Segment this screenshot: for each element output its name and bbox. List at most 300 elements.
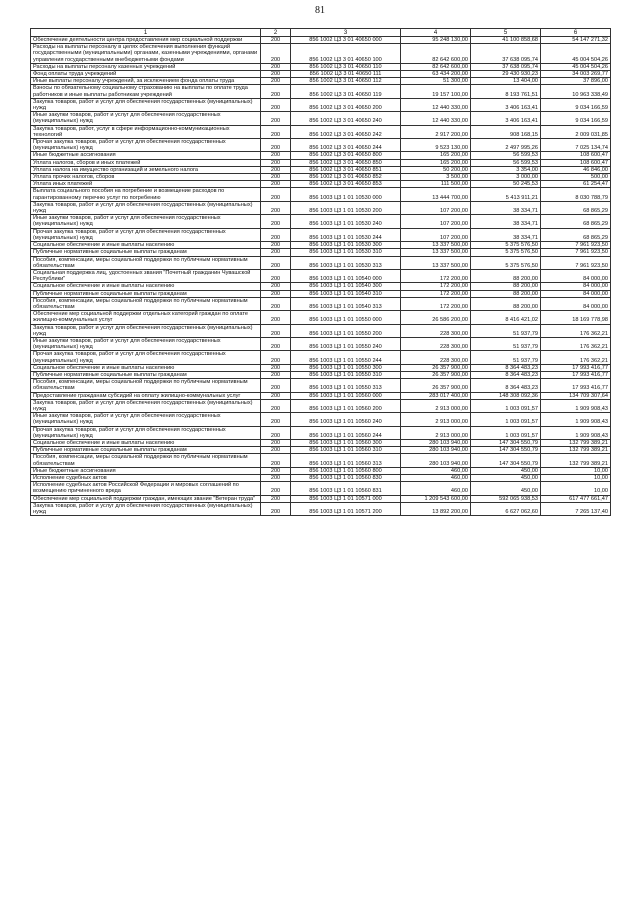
row-approved-amount-cell: 165 200,00: [401, 159, 471, 166]
row-executed-amount-cell: 50 245,53: [471, 181, 541, 188]
row-executed-amount-cell: 450,00: [471, 482, 541, 495]
row-executed-amount-cell: 5 375 576,50: [471, 256, 541, 269]
row-name-cell: Иные закупки товаров, работ и услуг для обеспечения государственных (муниципальных) нужд: [31, 215, 261, 228]
row-line-code-cell: 200: [261, 392, 291, 399]
row-unexecuted-amount-cell: 132 799 389,21: [541, 454, 611, 467]
row-executed-amount-cell: 38 334,71: [471, 228, 541, 241]
row-executed-amount-cell: 38 334,71: [471, 215, 541, 228]
row-line-code-cell: 200: [261, 269, 291, 282]
table-row: [31, 37, 611, 44]
row-budget-code-cell: 856 1003 Ц3 1 01 10550 244: [291, 351, 401, 364]
row-line-code-cell: 200: [261, 447, 291, 454]
table-row: [31, 78, 611, 85]
row-line-code-cell: 200: [261, 139, 291, 152]
row-executed-amount-cell: 8 364 483,23: [471, 379, 541, 392]
row-unexecuted-amount-cell: 10 963 338,49: [541, 85, 611, 98]
row-unexecuted-amount-cell: 7 961 923,50: [541, 249, 611, 256]
row-budget-code-cell: 856 1003 Ц3 1 01 10530 200: [291, 201, 401, 214]
row-budget-code-cell: 856 1002 Ц3 3 01 40650 852: [291, 174, 401, 181]
row-budget-code-cell: 856 1003 Ц3 1 01 10560 830: [291, 475, 401, 482]
row-executed-amount-cell: 8 416 421,02: [471, 311, 541, 324]
row-name-cell: Публичные нормативные социальные выплаты гражданам: [31, 249, 261, 256]
row-executed-amount-cell: 148 308 092,36: [471, 392, 541, 399]
row-name-cell: Иные закупки товаров, работ и услуг для обеспечения государственных (муниципальных) нужд: [31, 413, 261, 426]
table-row: [31, 364, 611, 371]
row-name-cell: Социальное обеспечение и иные выплаты населению: [31, 439, 261, 446]
row-executed-amount-cell: 41 100 858,68: [471, 37, 541, 44]
row-name-cell: Закупка товаров, работ и услуг для обеспечения государственных (муниципальных) нужд: [31, 324, 261, 337]
row-executed-amount-cell: 37 638 095,74: [471, 44, 541, 64]
row-line-code-cell: 200: [261, 78, 291, 85]
row-budget-code-cell: 856 1003 Ц3 1 01 10550 240: [291, 337, 401, 350]
row-budget-code-cell: 856 1003 Ц3 1 01 10530 300: [291, 242, 401, 249]
row-unexecuted-amount-cell: 132 799 389,21: [541, 447, 611, 454]
row-budget-code-cell: 856 1003 Ц3 1 01 10530 313: [291, 256, 401, 269]
row-executed-amount-cell: 908 168,15: [471, 125, 541, 138]
row-line-code-cell: 200: [261, 85, 291, 98]
row-approved-amount-cell: 19 157 100,00: [401, 85, 471, 98]
table-row: [31, 399, 611, 412]
row-name-cell: Уплата налога на имущество организаций и земельного налога: [31, 166, 261, 173]
row-line-code-cell: 200: [261, 379, 291, 392]
row-name-cell: Иные выплаты персоналу учреждений, за исключением фонда оплаты труда: [31, 78, 261, 85]
row-unexecuted-amount-cell: 176 362,21: [541, 351, 611, 364]
row-line-code-cell: 200: [261, 228, 291, 241]
row-line-code-cell: 200: [261, 502, 291, 515]
row-approved-amount-cell: 172 200,00: [401, 297, 471, 310]
row-name-cell: Прочая закупка товаров, работ и услуг для обеспечения государственных (муниципальных) нужд: [31, 426, 261, 439]
row-approved-amount-cell: 2 917 200,00: [401, 125, 471, 138]
row-line-code-cell: 200: [261, 297, 291, 310]
table-row: [31, 297, 611, 310]
row-approved-amount-cell: 9 523 130,00: [401, 139, 471, 152]
row-budget-code-cell: 856 1002 Ц3 3 01 40650 200: [291, 98, 401, 111]
row-budget-code-cell: 856 1002 Ц3 3 01 40650 110: [291, 63, 401, 70]
row-approved-amount-cell: 51 300,00: [401, 78, 471, 85]
column-header: 6: [541, 29, 611, 37]
row-unexecuted-amount-cell: 68 865,29: [541, 228, 611, 241]
row-executed-amount-cell: 3 354,00: [471, 166, 541, 173]
row-approved-amount-cell: 95 248 130,00: [401, 37, 471, 44]
row-executed-amount-cell: 8 364 483,23: [471, 371, 541, 378]
row-line-code-cell: 200: [261, 283, 291, 290]
page-number: 81: [315, 5, 325, 16]
row-name-cell: Публичные нормативные социальные выплаты гражданам: [31, 290, 261, 297]
row-approved-amount-cell: 2 913 000,00: [401, 413, 471, 426]
row-budget-code-cell: 856 1002 Ц3 3 01 40650 119: [291, 85, 401, 98]
row-approved-amount-cell: 107 200,00: [401, 215, 471, 228]
row-line-code-cell: 200: [261, 475, 291, 482]
row-name-cell: Исполнение судебных актов: [31, 475, 261, 482]
row-unexecuted-amount-cell: 1 909 908,43: [541, 413, 611, 426]
table-row: [31, 439, 611, 446]
row-unexecuted-amount-cell: 34 003 269,77: [541, 71, 611, 78]
row-name-cell: Расходы на выплаты персоналу казенных учреждений: [31, 63, 261, 70]
row-line-code-cell: 200: [261, 125, 291, 138]
table-row: [31, 482, 611, 495]
row-name-cell: Расходы на выплаты персоналу в целях обеспечения выполнения функций государственными (муниципальными) органами, казенными учреждениями, органами управления государственными внебюджетными фондами: [31, 44, 261, 64]
row-budget-code-cell: 856 1003 Ц3 1 01 10550 310: [291, 371, 401, 378]
row-line-code-cell: 200: [261, 426, 291, 439]
row-name-cell: Исполнение судебных актов Российской Федерации и мировых соглашений по возмещению причиненного вреда: [31, 482, 261, 495]
row-unexecuted-amount-cell: 132 799 389,21: [541, 439, 611, 446]
table-row: [31, 174, 611, 181]
table-row: [31, 125, 611, 138]
row-unexecuted-amount-cell: 500,00: [541, 174, 611, 181]
row-executed-amount-cell: 56 599,53: [471, 152, 541, 159]
table-row: [31, 290, 611, 297]
row-approved-amount-cell: 228 300,00: [401, 351, 471, 364]
table-row: [31, 256, 611, 269]
row-executed-amount-cell: 1 003 091,57: [471, 413, 541, 426]
table-row: [31, 467, 611, 474]
row-unexecuted-amount-cell: 7 025 134,74: [541, 139, 611, 152]
row-line-code-cell: 200: [261, 215, 291, 228]
row-budget-code-cell: 856 1003 Ц3 1 01 10530 240: [291, 215, 401, 228]
table-row: [31, 454, 611, 467]
row-approved-amount-cell: 283 017 400,00: [401, 392, 471, 399]
row-executed-amount-cell: 5 375 576,50: [471, 249, 541, 256]
row-approved-amount-cell: 26 586 200,00: [401, 311, 471, 324]
table-row: [31, 413, 611, 426]
row-executed-amount-cell: 38 334,71: [471, 201, 541, 214]
row-budget-code-cell: 856 1002 Ц3 3 01 40650 112: [291, 78, 401, 85]
row-budget-code-cell: 856 1002 Ц3 3 01 40650 242: [291, 125, 401, 138]
row-budget-code-cell: 856 1003 Ц3 1 01 10571 000: [291, 495, 401, 502]
row-approved-amount-cell: 3 500,00: [401, 174, 471, 181]
row-unexecuted-amount-cell: 17 993 416,77: [541, 364, 611, 371]
column-header: 3: [291, 29, 401, 37]
row-unexecuted-amount-cell: 45 004 504,26: [541, 63, 611, 70]
row-executed-amount-cell: 3 406 163,41: [471, 98, 541, 111]
row-executed-amount-cell: 147 304 550,79: [471, 439, 541, 446]
row-name-cell: Обеспечение деятельности центра предоставления мер социальной поддержки: [31, 37, 261, 44]
row-line-code-cell: 200: [261, 454, 291, 467]
row-approved-amount-cell: 12 440 330,00: [401, 112, 471, 125]
table-row: [31, 112, 611, 125]
row-line-code-cell: 200: [261, 467, 291, 474]
row-name-cell: Прочая закупка товаров, работ и услуг для обеспечения государственных (муниципальных) нужд: [31, 351, 261, 364]
table-row: [31, 181, 611, 188]
row-unexecuted-amount-cell: 18 169 778,98: [541, 311, 611, 324]
row-line-code-cell: 200: [261, 181, 291, 188]
row-name-cell: Фонд оплаты труда учреждений: [31, 71, 261, 78]
row-name-cell: Публичные нормативные социальные выплаты гражданам: [31, 447, 261, 454]
row-executed-amount-cell: 8 364 483,23: [471, 364, 541, 371]
row-name-cell: Иные бюджетные ассигнования: [31, 152, 261, 159]
row-line-code-cell: 200: [261, 337, 291, 350]
table-row: [31, 159, 611, 166]
row-budget-code-cell: 856 1003 Ц3 1 01 10530 244: [291, 228, 401, 241]
table-row: [31, 249, 611, 256]
row-approved-amount-cell: 2 913 000,00: [401, 426, 471, 439]
row-approved-amount-cell: 82 642 600,00: [401, 44, 471, 64]
row-executed-amount-cell: 88 200,00: [471, 297, 541, 310]
row-line-code-cell: 200: [261, 159, 291, 166]
table-row: [31, 447, 611, 454]
row-line-code-cell: 200: [261, 290, 291, 297]
row-executed-amount-cell: 5 413 911,21: [471, 188, 541, 201]
row-unexecuted-amount-cell: 108 600,47: [541, 152, 611, 159]
row-line-code-cell: 200: [261, 63, 291, 70]
row-approved-amount-cell: 107 200,00: [401, 201, 471, 214]
row-unexecuted-amount-cell: 176 362,21: [541, 337, 611, 350]
row-budget-code-cell: 856 1003 Ц3 1 01 10540 000: [291, 269, 401, 282]
row-name-cell: Пособия, компенсации, меры социальной поддержки по публичным нормативным обязательствам: [31, 297, 261, 310]
row-unexecuted-amount-cell: 7 265 137,40: [541, 502, 611, 515]
row-line-code-cell: 200: [261, 166, 291, 173]
row-name-cell: Обеспечение мер социальной поддержки граждан, имеющих звание "Ветеран труда": [31, 495, 261, 502]
row-approved-amount-cell: 280 103 940,00: [401, 454, 471, 467]
row-unexecuted-amount-cell: 37 896,00: [541, 78, 611, 85]
row-name-cell: Пособия, компенсации, меры социальной поддержки по публичным нормативным обязательствам: [31, 454, 261, 467]
row-name-cell: Иные бюджетные ассигнования: [31, 467, 261, 474]
table-row: [31, 85, 611, 98]
row-budget-code-cell: 856 1002 Ц3 3 01 40650 240: [291, 112, 401, 125]
row-unexecuted-amount-cell: 17 993 416,77: [541, 379, 611, 392]
row-name-cell: Взносы по обязательному социальному страхованию на выплаты по оплате труда работников и иные выплаты работникам учреждений: [31, 85, 261, 98]
row-budget-code-cell: 856 1003 Ц3 1 01 10560 240: [291, 413, 401, 426]
table-row: [31, 166, 611, 173]
row-name-cell: Иные закупки товаров, работ и услуг для обеспечения государственных (муниципальных) нужд: [31, 337, 261, 350]
row-executed-amount-cell: 147 304 550,79: [471, 447, 541, 454]
row-name-cell: Социальное обеспечение и иные выплаты населению: [31, 283, 261, 290]
row-executed-amount-cell: 3 000,00: [471, 174, 541, 181]
row-executed-amount-cell: 51 937,79: [471, 324, 541, 337]
row-approved-amount-cell: 26 357 900,00: [401, 379, 471, 392]
table-row: [31, 371, 611, 378]
row-budget-code-cell: 856 1003 Ц3 1 01 10530 000: [291, 188, 401, 201]
row-executed-amount-cell: 2 497 995,26: [471, 139, 541, 152]
row-name-cell: Прочая закупка товаров, работ и услуг для обеспечения государственных (муниципальных) нужд: [31, 228, 261, 241]
row-budget-code-cell: 856 1003 Ц3 1 01 10560 300: [291, 439, 401, 446]
row-approved-amount-cell: 280 103 940,00: [401, 439, 471, 446]
row-line-code-cell: 200: [261, 364, 291, 371]
row-executed-amount-cell: 56 599,53: [471, 159, 541, 166]
table-row: [31, 426, 611, 439]
row-line-code-cell: 200: [261, 201, 291, 214]
row-executed-amount-cell: 88 200,00: [471, 269, 541, 282]
row-approved-amount-cell: 460,00: [401, 482, 471, 495]
row-executed-amount-cell: 6 627 062,60: [471, 502, 541, 515]
row-budget-code-cell: 856 1003 Ц3 1 01 10550 200: [291, 324, 401, 337]
row-budget-code-cell: 856 1002 Ц3 3 01 40650 853: [291, 181, 401, 188]
row-unexecuted-amount-cell: 108 600,47: [541, 159, 611, 166]
row-executed-amount-cell: 147 304 550,79: [471, 454, 541, 467]
row-unexecuted-amount-cell: 1 909 908,43: [541, 399, 611, 412]
row-executed-amount-cell: 37 638 095,74: [471, 63, 541, 70]
table-row: [31, 44, 611, 64]
row-unexecuted-amount-cell: 8 030 788,79: [541, 188, 611, 201]
row-budget-code-cell: 856 1002 Ц3 3 01 40650 000: [291, 37, 401, 44]
row-budget-code-cell: 856 1002 Ц3 3 01 40650 244: [291, 139, 401, 152]
row-line-code-cell: 200: [261, 98, 291, 111]
row-unexecuted-amount-cell: 84 000,00: [541, 297, 611, 310]
row-budget-code-cell: 856 1003 Ц3 1 01 10560 310: [291, 447, 401, 454]
row-unexecuted-amount-cell: 84 000,00: [541, 269, 611, 282]
row-executed-amount-cell: 88 200,00: [471, 283, 541, 290]
column-header: 4: [401, 29, 471, 37]
row-name-cell: Прочая закупка товаров, работ и услуг для обеспечения государственных (муниципальных) нужд: [31, 139, 261, 152]
row-unexecuted-amount-cell: 46 846,00: [541, 166, 611, 173]
row-approved-amount-cell: 460,00: [401, 475, 471, 482]
row-budget-code-cell: 856 1003 Ц3 1 01 10530 310: [291, 249, 401, 256]
row-name-cell: Закупка товаров, работ и услуг для обеспечения государственных (муниципальных) нужд: [31, 98, 261, 111]
row-budget-code-cell: 856 1003 Ц3 1 01 10560 313: [291, 454, 401, 467]
row-unexecuted-amount-cell: 10,00: [541, 475, 611, 482]
row-budget-code-cell: 856 1002 Ц3 3 01 40650 851: [291, 166, 401, 173]
row-line-code-cell: 200: [261, 351, 291, 364]
row-approved-amount-cell: 228 300,00: [401, 337, 471, 350]
row-line-code-cell: 200: [261, 152, 291, 159]
table-body: [31, 37, 611, 516]
row-line-code-cell: 200: [261, 256, 291, 269]
row-line-code-cell: 200: [261, 249, 291, 256]
table-row: [31, 475, 611, 482]
row-unexecuted-amount-cell: 84 000,00: [541, 283, 611, 290]
row-unexecuted-amount-cell: 7 961 923,50: [541, 242, 611, 249]
row-executed-amount-cell: 5 375 576,50: [471, 242, 541, 249]
row-executed-amount-cell: 3 406 163,41: [471, 112, 541, 125]
row-approved-amount-cell: 26 357 900,00: [401, 364, 471, 371]
row-approved-amount-cell: 280 103 940,00: [401, 447, 471, 454]
row-executed-amount-cell: 450,00: [471, 475, 541, 482]
table-row: [31, 215, 611, 228]
row-name-cell: Уплата прочих налогов, сборов: [31, 174, 261, 181]
table-row: [31, 392, 611, 399]
row-unexecuted-amount-cell: 9 034 166,59: [541, 98, 611, 111]
budget-table: [30, 28, 611, 516]
row-name-cell: Публичные нормативные социальные выплаты гражданам: [31, 371, 261, 378]
row-approved-amount-cell: 50 200,00: [401, 166, 471, 173]
column-header: 2: [261, 29, 291, 37]
row-name-cell: Социальная поддержка лиц, удостоенных звания "Почетный гражданин Чувашской Республики": [31, 269, 261, 282]
table-row: [31, 269, 611, 282]
row-name-cell: Закупка товаров, работ, услуг в сфере информационно-коммуникационных технологий: [31, 125, 261, 138]
row-budget-code-cell: 856 1002 Ц3 3 01 40650 800: [291, 152, 401, 159]
row-line-code-cell: 200: [261, 413, 291, 426]
row-unexecuted-amount-cell: 10,00: [541, 467, 611, 474]
row-budget-code-cell: 856 1003 Ц3 1 01 10560 800: [291, 467, 401, 474]
row-unexecuted-amount-cell: 1 909 908,43: [541, 426, 611, 439]
row-approved-amount-cell: 63 434 200,00: [401, 71, 471, 78]
row-line-code-cell: 200: [261, 311, 291, 324]
row-unexecuted-amount-cell: 84 000,00: [541, 290, 611, 297]
row-unexecuted-amount-cell: 17 993 416,77: [541, 371, 611, 378]
row-name-cell: Пособия, компенсации, меры социальной поддержки по публичным нормативным обязательствам: [31, 256, 261, 269]
column-header: 1: [31, 29, 261, 37]
row-line-code-cell: 200: [261, 188, 291, 201]
row-line-code-cell: 200: [261, 324, 291, 337]
row-budget-code-cell: 856 1003 Ц3 1 01 10560 831: [291, 482, 401, 495]
row-budget-code-cell: 856 1003 Ц3 1 01 10550 000: [291, 311, 401, 324]
row-approved-amount-cell: 172 200,00: [401, 269, 471, 282]
row-executed-amount-cell: 51 937,79: [471, 351, 541, 364]
column-header: 5: [471, 29, 541, 37]
row-executed-amount-cell: 1 003 091,57: [471, 399, 541, 412]
row-executed-amount-cell: 592 065 938,53: [471, 495, 541, 502]
row-budget-code-cell: 856 1003 Ц3 1 01 10571 200: [291, 502, 401, 515]
row-approved-amount-cell: 228 300,00: [401, 324, 471, 337]
row-executed-amount-cell: 29 430 930,23: [471, 71, 541, 78]
table-row: [31, 379, 611, 392]
row-unexecuted-amount-cell: 68 865,29: [541, 215, 611, 228]
table-row: [31, 502, 611, 515]
row-approved-amount-cell: 13 337 500,00: [401, 242, 471, 249]
row-budget-code-cell: 856 1002 Ц3 3 01 40650 111: [291, 71, 401, 78]
row-approved-amount-cell: 13 444 700,00: [401, 188, 471, 201]
row-executed-amount-cell: 8 193 761,51: [471, 85, 541, 98]
row-line-code-cell: 200: [261, 44, 291, 64]
row-approved-amount-cell: 172 200,00: [401, 283, 471, 290]
table-row: [31, 63, 611, 70]
row-name-cell: Закупка товаров, работ и услуг для обеспечения государственных (муниципальных) нужд: [31, 399, 261, 412]
row-approved-amount-cell: 12 440 330,00: [401, 98, 471, 111]
table-row: [31, 337, 611, 350]
row-line-code-cell: 200: [261, 112, 291, 125]
row-name-cell: Иные закупки товаров, работ и услуг для обеспечения государственных (муниципальных) нужд: [31, 112, 261, 125]
row-unexecuted-amount-cell: 68 865,29: [541, 201, 611, 214]
row-unexecuted-amount-cell: 7 961 923,50: [541, 256, 611, 269]
table-row: [31, 311, 611, 324]
row-approved-amount-cell: 13 337 500,00: [401, 256, 471, 269]
row-line-code-cell: 200: [261, 174, 291, 181]
row-line-code-cell: 200: [261, 71, 291, 78]
row-name-cell: Выплата социального пособия на погребение и возмещение расходов по гарантированному перечню услуг по погребению: [31, 188, 261, 201]
header-row: [31, 29, 611, 37]
row-budget-code-cell: 856 1002 Ц3 3 01 40650 850: [291, 159, 401, 166]
table-row: [31, 351, 611, 364]
row-unexecuted-amount-cell: 176 362,21: [541, 324, 611, 337]
row-name-cell: Уплата налогов, сборов и иных платежей: [31, 159, 261, 166]
row-executed-amount-cell: 1 003 091,57: [471, 426, 541, 439]
table-row: [31, 152, 611, 159]
table-row: [31, 71, 611, 78]
row-unexecuted-amount-cell: 61 254,47: [541, 181, 611, 188]
row-budget-code-cell: 856 1003 Ц3 1 01 10560 000: [291, 392, 401, 399]
row-budget-code-cell: 856 1003 Ц3 1 01 10540 310: [291, 290, 401, 297]
row-approved-amount-cell: 107 200,00: [401, 228, 471, 241]
row-unexecuted-amount-cell: 134 709 307,64: [541, 392, 611, 399]
row-unexecuted-amount-cell: 2 009 031,85: [541, 125, 611, 138]
row-unexecuted-amount-cell: 9 034 166,59: [541, 112, 611, 125]
table-row: [31, 98, 611, 111]
row-budget-code-cell: 856 1003 Ц3 1 01 10540 313: [291, 297, 401, 310]
row-approved-amount-cell: 165 200,00: [401, 152, 471, 159]
row-approved-amount-cell: 13 337 500,00: [401, 249, 471, 256]
row-unexecuted-amount-cell: 10,00: [541, 482, 611, 495]
table-row: [31, 201, 611, 214]
table-row: [31, 283, 611, 290]
row-line-code-cell: 200: [261, 482, 291, 495]
row-budget-code-cell: 856 1002 Ц3 3 01 40650 100: [291, 44, 401, 64]
row-budget-code-cell: 856 1003 Ц3 1 01 10540 300: [291, 283, 401, 290]
table-row: [31, 324, 611, 337]
row-approved-amount-cell: 111 500,00: [401, 181, 471, 188]
row-name-cell: Социальное обеспечение и иные выплаты населению: [31, 364, 261, 371]
row-budget-code-cell: 856 1003 Ц3 1 01 10550 313: [291, 379, 401, 392]
row-line-code-cell: 200: [261, 495, 291, 502]
row-name-cell: Обеспечение мер социальной поддержки отдельных категорий граждан по оплате жилищно-коммунальных услуг: [31, 311, 261, 324]
row-line-code-cell: 200: [261, 439, 291, 446]
row-budget-code-cell: 856 1003 Ц3 1 01 10560 244: [291, 426, 401, 439]
row-executed-amount-cell: 13 404,00: [471, 78, 541, 85]
row-line-code-cell: 200: [261, 371, 291, 378]
row-name-cell: Пособия, компенсации, меры социальной поддержки по публичным нормативным обязательствам: [31, 379, 261, 392]
row-budget-code-cell: 856 1003 Ц3 1 01 10560 200: [291, 399, 401, 412]
row-approved-amount-cell: 2 913 000,00: [401, 399, 471, 412]
row-approved-amount-cell: 1 209 543 600,00: [401, 495, 471, 502]
